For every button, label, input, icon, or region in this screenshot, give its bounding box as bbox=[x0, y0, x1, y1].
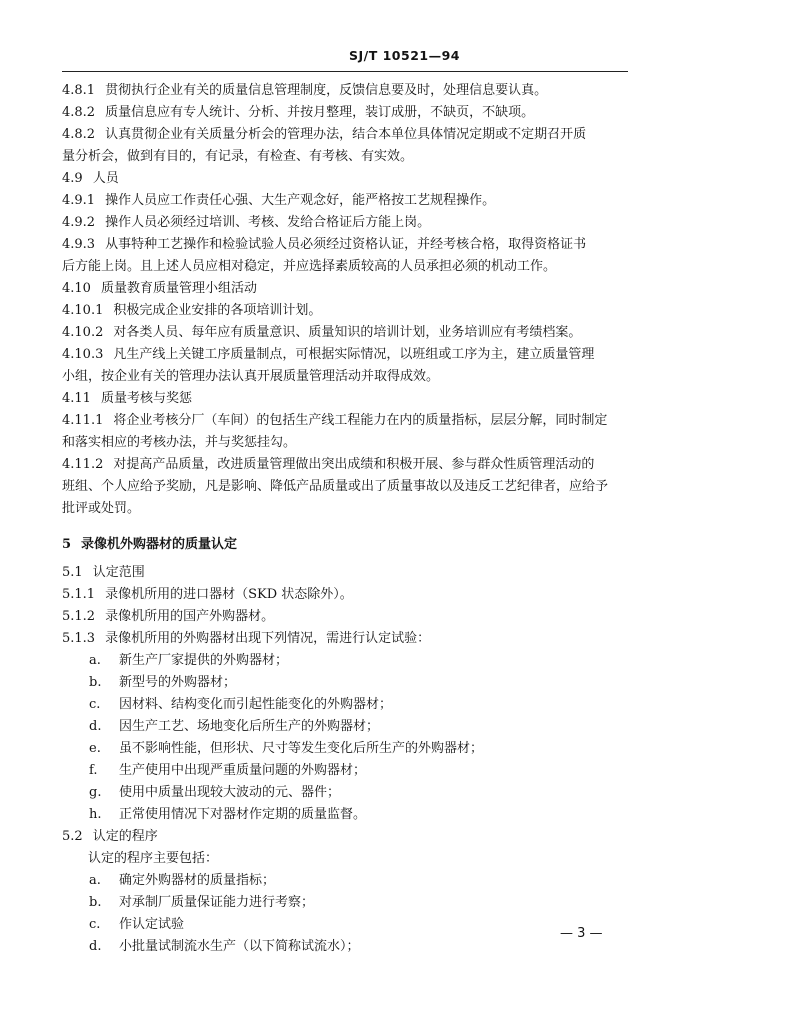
clause-5-2-list bbox=[62, 870, 634, 958]
list-item bbox=[62, 936, 634, 958]
clause-5-2-heading bbox=[62, 826, 634, 848]
page-number: — 3 — bbox=[560, 926, 603, 941]
list-item bbox=[62, 870, 634, 892]
clause-line bbox=[62, 212, 634, 234]
clause-number: 4.11.1 bbox=[62, 413, 104, 428]
clause-number: 4.10.3 bbox=[62, 347, 104, 362]
clause-number: 4.10 bbox=[62, 281, 91, 296]
clause-line bbox=[62, 584, 634, 606]
list-item-letter: b. bbox=[89, 895, 102, 910]
list-item-letter: a. bbox=[89, 873, 101, 888]
list-item-letter: d. bbox=[89, 719, 102, 734]
clause-continuation: 后方能上岗。且上述人员应相对稳定，并应选择素质较高的人员承担必须的机动工作。 bbox=[62, 259, 557, 274]
list-item-text: 虽不影响性能，但形状、尺寸等发生变化后所生产的外购器材； bbox=[119, 741, 484, 756]
clause-number: 4.11 bbox=[62, 391, 91, 406]
clause-text: 认定范围 bbox=[92, 565, 145, 580]
section-5-1-clauses bbox=[62, 562, 634, 650]
clause-5-1-3-list bbox=[62, 650, 634, 826]
clause-number: 4.8.1 bbox=[62, 83, 96, 98]
spacer bbox=[62, 520, 634, 534]
clause-line bbox=[62, 168, 634, 190]
clause-line bbox=[62, 454, 634, 476]
list-item-letter: c. bbox=[89, 917, 101, 932]
list-item-letter: e. bbox=[89, 741, 101, 756]
clause-number: 4.8.2 bbox=[62, 127, 96, 142]
clause-text: 操作人员应工作责任心强、大生产观念好，能严格按工艺规程操作。 bbox=[105, 193, 496, 208]
list-item-text: 新型号的外购器材； bbox=[119, 675, 237, 690]
clause-line bbox=[62, 190, 634, 212]
clause-number: 5.1 bbox=[62, 565, 83, 580]
list-item-text: 使用中质量出现较大波动的元、器件； bbox=[119, 785, 341, 800]
clause-number: 5.1.2 bbox=[62, 609, 96, 624]
clause-text: 录像机所用的外购器材出现下列情况，需进行认定试验： bbox=[105, 631, 431, 646]
list-item-letter: b. bbox=[89, 675, 102, 690]
header-rule bbox=[62, 71, 628, 72]
clause-line bbox=[62, 344, 634, 366]
clause-text: 从事特种工艺操作和检验试验人员必须经过资格认证，并经考核合格，取得资格证书 bbox=[105, 237, 587, 252]
clause-line bbox=[62, 80, 634, 102]
list-item-letter: d. bbox=[89, 939, 102, 954]
clause-5-2-intro: 认定的程序主要包括： bbox=[88, 851, 219, 866]
page-body bbox=[62, 80, 634, 958]
list-item-text: 因生产工艺、场地变化后所生产的外购器材； bbox=[119, 719, 380, 734]
clause-text: 录像机所用的进口器材（SKD 状态除外）。 bbox=[105, 587, 353, 602]
list-item-letter: f. bbox=[89, 763, 98, 778]
clause-text: 将企业考核分厂（车间）的包括生产线工程能力在内的质量指标，层层分解，同时制定 bbox=[113, 413, 608, 428]
list-item-letter: g. bbox=[89, 785, 102, 800]
clause-text: 质量考核与奖惩 bbox=[100, 391, 192, 406]
clause-number: 4.10.2 bbox=[62, 325, 104, 340]
clause-number: 4.9.3 bbox=[62, 237, 96, 252]
clause-continuation: 量分析会，做到有目的，有记录，有检查、有考核、有实效。 bbox=[62, 149, 414, 164]
standard-number-header: SJ/T 10521—94 bbox=[349, 48, 460, 63]
list-item-letter: c. bbox=[89, 697, 101, 712]
clause-line bbox=[62, 562, 634, 584]
list-item bbox=[62, 694, 634, 716]
clause-line bbox=[62, 322, 634, 344]
clause-text: 操作人员必须经过培训、考核、发给合格证后方能上岗。 bbox=[105, 215, 431, 230]
list-item-text: 确定外购器材的质量指标； bbox=[119, 873, 276, 888]
clause-number: 5.1.3 bbox=[62, 631, 96, 646]
section-5-heading bbox=[62, 534, 634, 556]
clause-number: 4.10.1 bbox=[62, 303, 104, 318]
list-item-text: 新生产厂家提供的外购器材； bbox=[119, 653, 289, 668]
clause-line bbox=[62, 300, 634, 322]
clause-number: 4.11.2 bbox=[62, 457, 104, 472]
clause-continuation: 和落实相应的考核办法，并与奖惩挂勾。 bbox=[62, 435, 297, 450]
list-item bbox=[62, 738, 634, 760]
list-item-text: 作认定试验 bbox=[119, 917, 185, 932]
clause-number: 4.9 bbox=[62, 171, 83, 186]
clause-line bbox=[62, 606, 634, 628]
clause-line bbox=[62, 234, 634, 256]
section-5-number: 5 bbox=[62, 537, 72, 552]
clause-text: 人员 bbox=[92, 171, 119, 186]
clause-number: 4.8.2 bbox=[62, 105, 96, 120]
list-item bbox=[62, 716, 634, 738]
list-item bbox=[62, 914, 634, 936]
clause-line bbox=[62, 102, 634, 124]
section-5-title: 录像机外购器材的质量认定 bbox=[81, 537, 238, 552]
list-item-letter: a. bbox=[89, 653, 101, 668]
clause-line bbox=[62, 628, 634, 650]
clause-number: 4.9.1 bbox=[62, 193, 96, 208]
clause-text: 对提高产品质量，改进质量管理做出突出成绩和积极开展、参与群众性质管理活动的 bbox=[113, 457, 595, 472]
clause-line bbox=[62, 388, 634, 410]
clause-line bbox=[62, 278, 634, 300]
list-item bbox=[62, 672, 634, 694]
list-item bbox=[62, 650, 634, 672]
section-4-clauses bbox=[62, 80, 634, 520]
list-item bbox=[62, 892, 634, 914]
clause-continuation: 批评或处罚。 bbox=[62, 501, 141, 516]
list-item bbox=[62, 782, 634, 804]
clause-text: 质量教育质量管理小组活动 bbox=[100, 281, 257, 296]
clause-text: 凡生产线上关键工序质量制点，可根据实际情况，以班组或工序为主，建立质量管理 bbox=[113, 347, 595, 362]
clause-text: 录像机所用的国产外购器材。 bbox=[105, 609, 275, 624]
clause-line bbox=[62, 124, 634, 146]
clause-continuation: 小组，按企业有关的管理办法认真开展质量管理活动并取得成效。 bbox=[62, 369, 440, 384]
clause-title: 认定的程序 bbox=[92, 829, 158, 844]
clause-text: 对各类人员、每年应有质量意识、质量知识的培训计划，业务培训应有考绩档案。 bbox=[113, 325, 582, 340]
list-item-letter: h. bbox=[89, 807, 102, 822]
list-item-text: 因材料、结构变化而引起性能变化的外购器材； bbox=[119, 697, 393, 712]
clause-line bbox=[62, 410, 634, 432]
list-item-text: 生产使用中出现严重质量问题的外购器材； bbox=[119, 763, 367, 778]
clause-text: 质量信息应有专人统计、分析、并按月整理，装订成册，不缺页，不缺项。 bbox=[105, 105, 535, 120]
list-item-text: 正常使用情况下对器材作定期的质量监督。 bbox=[119, 807, 367, 822]
clause-text: 贯彻执行企业有关的质量信息管理制度，反馈信息要及时，处理信息要认真。 bbox=[105, 83, 548, 98]
clause-number: 5.1.1 bbox=[62, 587, 96, 602]
list-item-text: 小批量试制流水生产（以下简称试流水）； bbox=[119, 939, 360, 954]
clause-continuation: 班组、个人应给予奖励，凡是影响、降低产品质量或出了质量事故以及违反工艺纪律者，应给予 bbox=[62, 479, 609, 494]
clause-number: 5.2 bbox=[62, 829, 83, 844]
list-item-text: 对承制厂质量保证能力进行考察； bbox=[119, 895, 315, 910]
clause-text: 认真贯彻企业有关质量分析会的管理办法，结合本单位具体情况定期或不定期召开质 bbox=[105, 127, 587, 142]
list-item bbox=[62, 760, 634, 782]
clause-text: 积极完成企业安排的各项培训计划。 bbox=[113, 303, 322, 318]
list-item bbox=[62, 804, 634, 826]
clause-number: 4.9.2 bbox=[62, 215, 96, 230]
